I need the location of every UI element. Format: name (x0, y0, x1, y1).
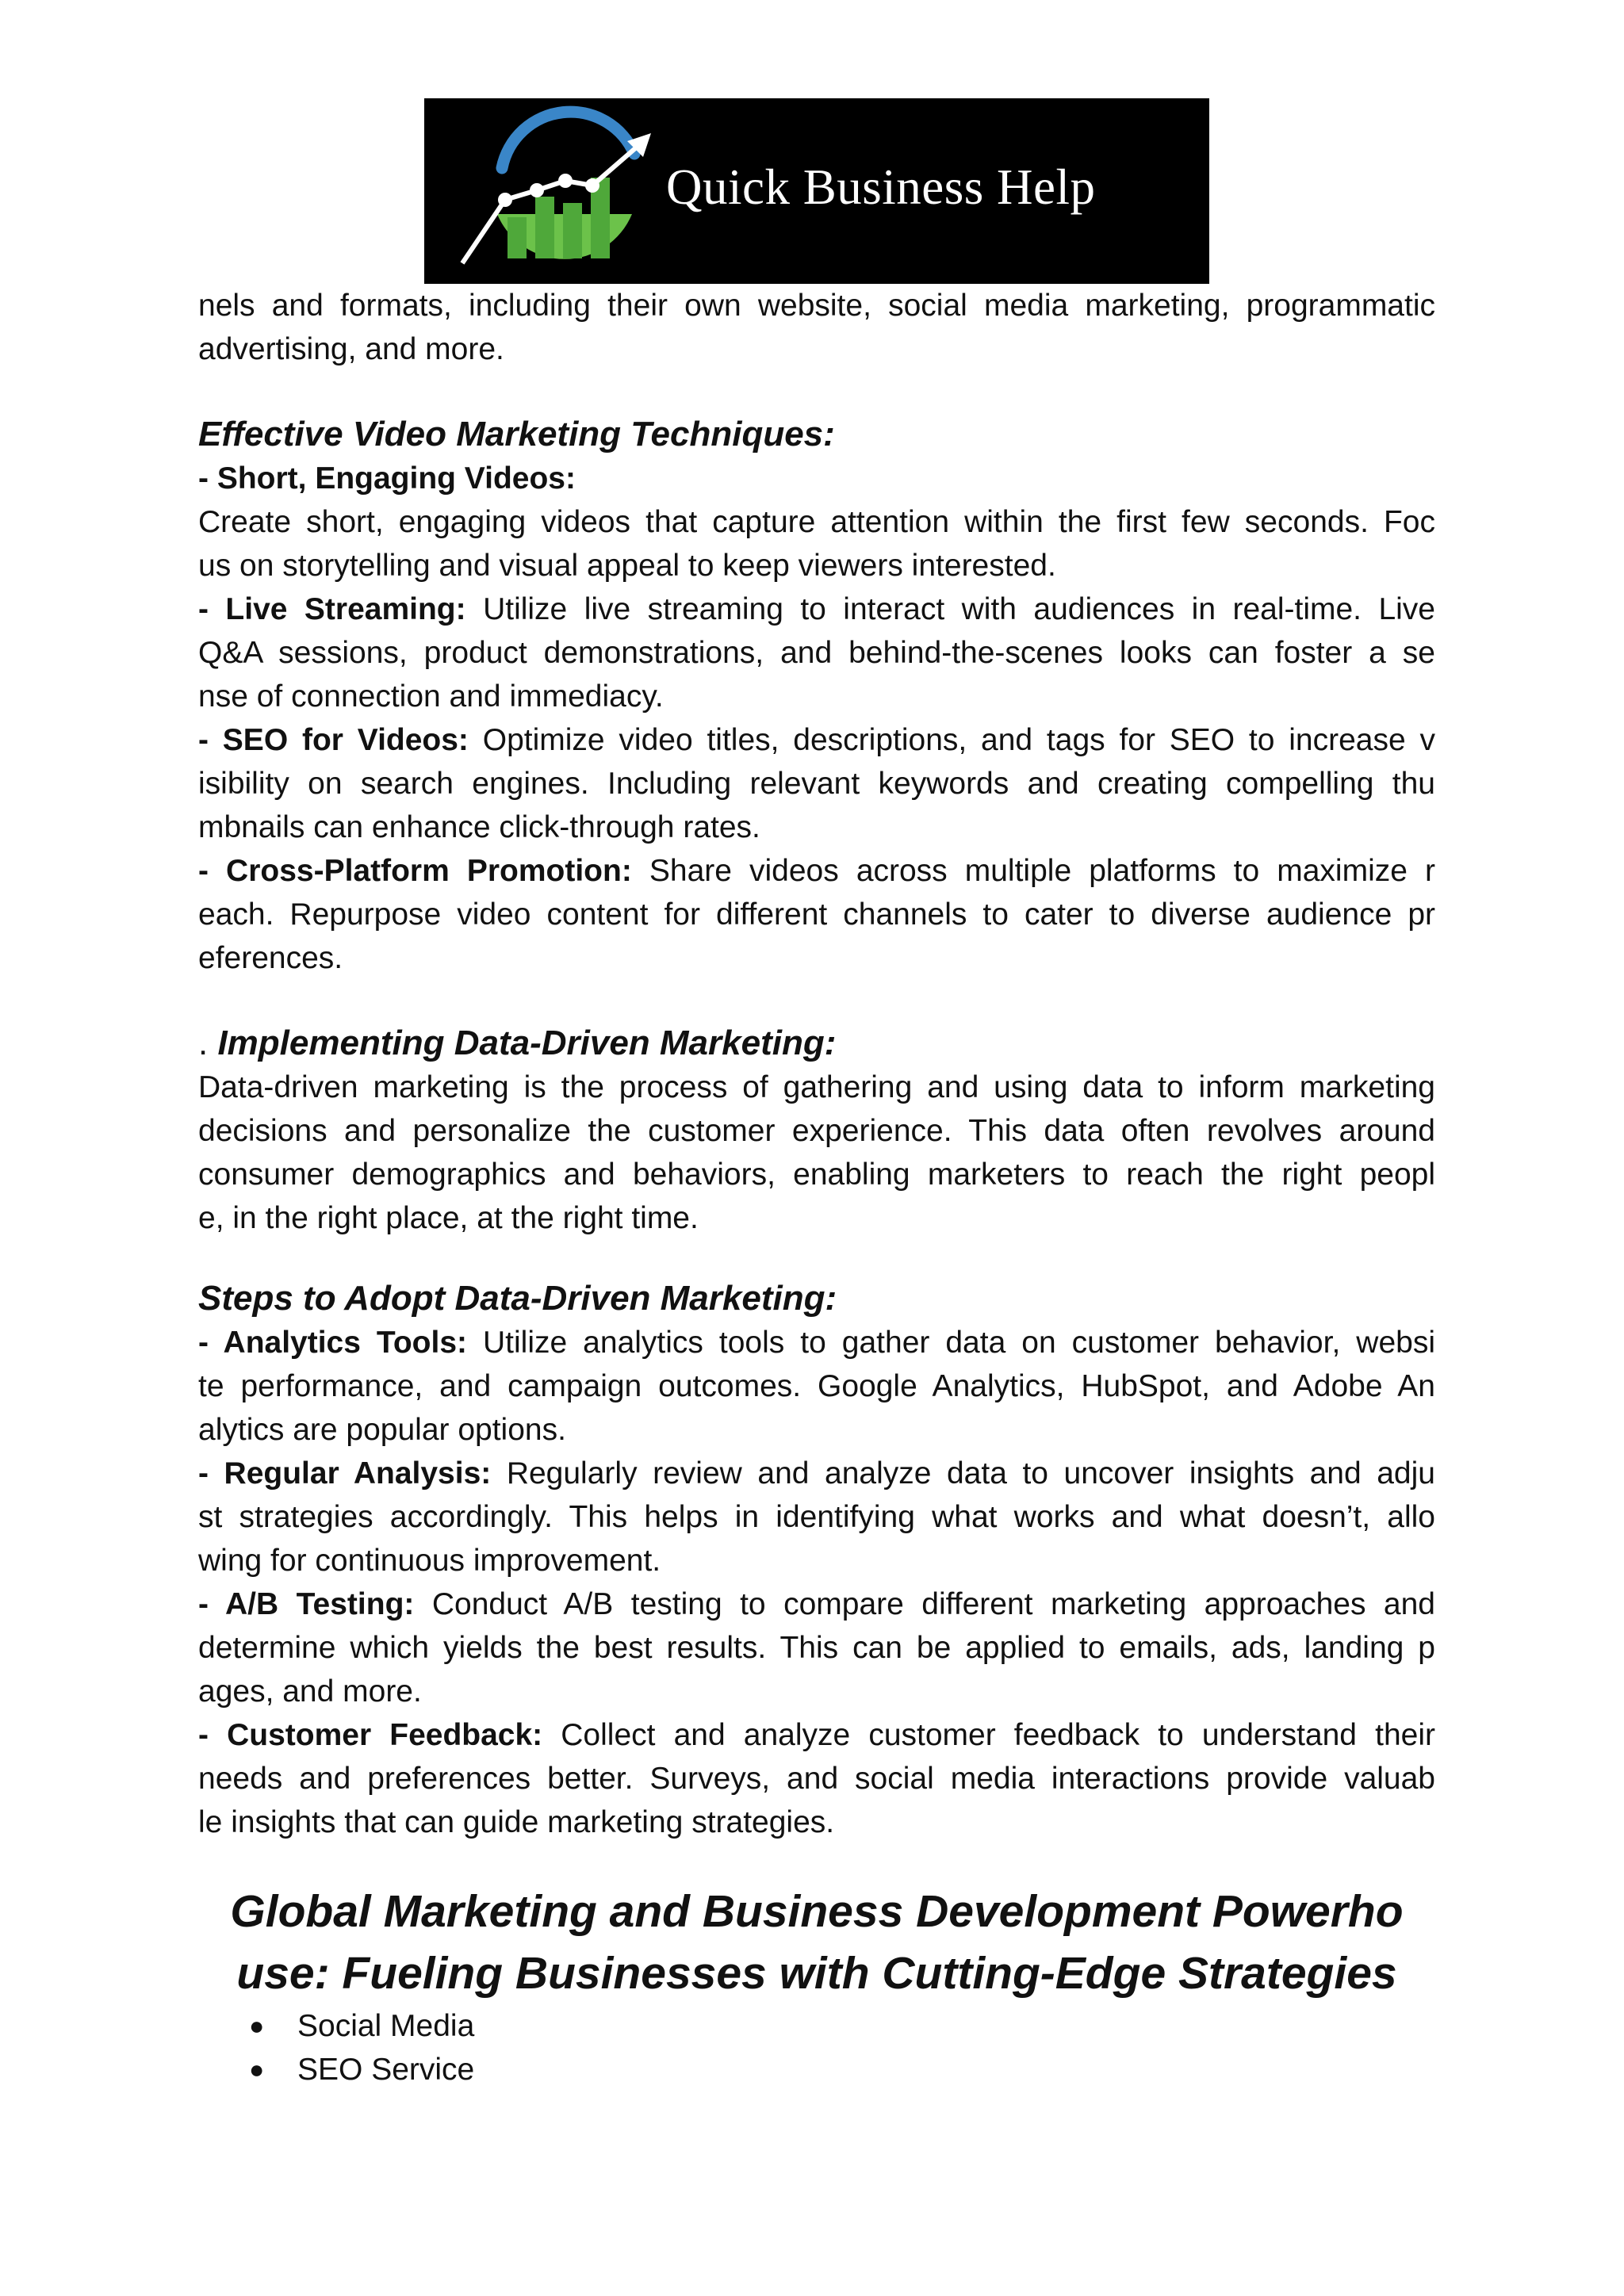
logo (424, 98, 1209, 284)
ab-testing-lead: - A/B Testing: (198, 1587, 415, 1621)
steps-heading: Steps to Adopt Data-Driven Marketing: (198, 1279, 837, 1318)
list-item-label: SEO Service (297, 2053, 475, 2087)
live-streaming-line-2: Q&A sessions, product demonstrations, and behind-the-scenes looks can foster a se (198, 636, 1435, 670)
bullet-icon: ● (249, 2011, 265, 2040)
data-driven-line-1: Data-driven marketing is the process of gathering and using data to inform marketing (198, 1070, 1435, 1104)
customer-feedback-lead: - Customer Feedback: (198, 1718, 543, 1752)
analytics-line-3: alytics are popular options. (198, 1413, 566, 1447)
intro-line-2: advertising, and more. (198, 332, 504, 366)
data-driven-prefix: . (198, 1024, 218, 1062)
analytics-line-2: te performance, and campaign outcomes. Google Analytics, HubSpot, and Adobe An (198, 1369, 1435, 1403)
intro-line-1: nels and formats, including their own website, social media marketing, programmatic (198, 289, 1435, 323)
seo-videos-lead: - SEO for Videos: (198, 723, 469, 757)
customer-feedback-line-2: needs and preferences better. Surveys, and social media interactions provide valuab (198, 1762, 1435, 1796)
page-content (198, 284, 1435, 2091)
data-driven-heading-text: Implementing Data-Driven Marketing: (217, 1024, 837, 1062)
regular-analysis-line-2: st strategies accordingly. This helps in identifying what works and what doesn’t, allo (198, 1500, 1435, 1534)
seo-videos-line-2: isibility on search engines. Including relevant keywords and creating compelling thu (198, 767, 1435, 801)
live-streaming-text: Utilize live streaming to interact with audiences in real-time. Live (465, 592, 1435, 626)
live-streaming-lead: - Live Streaming: (198, 592, 466, 626)
logo-text: Quick Business Help (666, 159, 1096, 215)
ab-testing-line-1 (198, 1582, 1435, 1626)
cross-platform-line-1 (198, 849, 1435, 893)
live-streaming-line-3: nse of connection and immediacy. (198, 679, 664, 714)
list-item (198, 2004, 1435, 2048)
data-driven-line-2: decisions and personalize the customer experience. This data often revolves around (198, 1114, 1435, 1148)
cross-platform-line-3: eferences. (198, 941, 343, 975)
data-driven-line-3: consumer demographics and behaviors, enabling marketers to reach the right peopl (198, 1158, 1435, 1192)
list-item-label: Social Media (297, 2009, 475, 2043)
short-videos-line-2: us on storytelling and visual appeal to keep viewers interested. (198, 549, 1056, 583)
customer-feedback-line-3: le insights that can guide marketing strategies. (198, 1805, 835, 1839)
bullet-icon: ● (249, 2055, 265, 2084)
ab-testing-line-2: determine which yields the best results. This can be applied to emails, ads, landing p (198, 1631, 1435, 1665)
cross-platform-lead: - Cross-Platform Promotion: (198, 854, 632, 888)
seo-videos-line-1 (198, 718, 1435, 762)
closing-title-line-1: Global Marketing and Business Development Powerho (230, 1886, 1404, 1937)
cross-platform-line-2: each. Repurpose video content for different channels to cater to diverse audience pr (198, 897, 1435, 932)
customer-feedback-text: Collect and analyze customer feedback to understand their (542, 1718, 1435, 1752)
regular-analysis-text: Regularly review and analyze data to uncover insights and adju (491, 1456, 1435, 1490)
seo-videos-line-3: mbnails can enhance click-through rates. (198, 810, 760, 844)
seo-videos-text: Optimize video titles, descriptions, and tags for SEO to increase v (468, 723, 1435, 757)
cross-platform-text: Share videos across multiple platforms to maximize r (631, 854, 1435, 888)
analytics-line-1 (198, 1321, 1435, 1364)
customer-feedback-line-1 (198, 1713, 1435, 1757)
regular-analysis-line-1 (198, 1452, 1435, 1495)
live-streaming-line-1 (198, 587, 1435, 631)
ab-testing-text: Conduct A/B testing to compare different marketing approaches and (414, 1587, 1435, 1621)
closing-title-line-2: use: Fueling Businesses with Cutting-Edge Strategies (236, 1948, 1397, 1999)
data-driven-heading (198, 1021, 1435, 1066)
short-videos-lead: - Short, Engaging Videos: (198, 461, 576, 496)
regular-analysis-lead: - Regular Analysis: (198, 1456, 492, 1490)
data-driven-line-4: e, in the right place, at the right time. (198, 1201, 699, 1235)
video-marketing-heading: Effective Video Marketing Techniques: (198, 415, 835, 453)
ab-testing-line-3: ages, and more. (198, 1674, 422, 1709)
analytics-lead: - Analytics Tools: (198, 1326, 468, 1360)
list-item (198, 2048, 1435, 2091)
short-videos-line-1: Create short, engaging videos that capture attention within the first few seconds. Foc (198, 505, 1435, 539)
service-list (198, 2004, 1435, 2091)
regular-analysis-line-3: wing for continuous improvement. (198, 1544, 661, 1578)
analytics-text: Utilize analytics tools to gather data on customer behavior, websi (467, 1326, 1435, 1360)
